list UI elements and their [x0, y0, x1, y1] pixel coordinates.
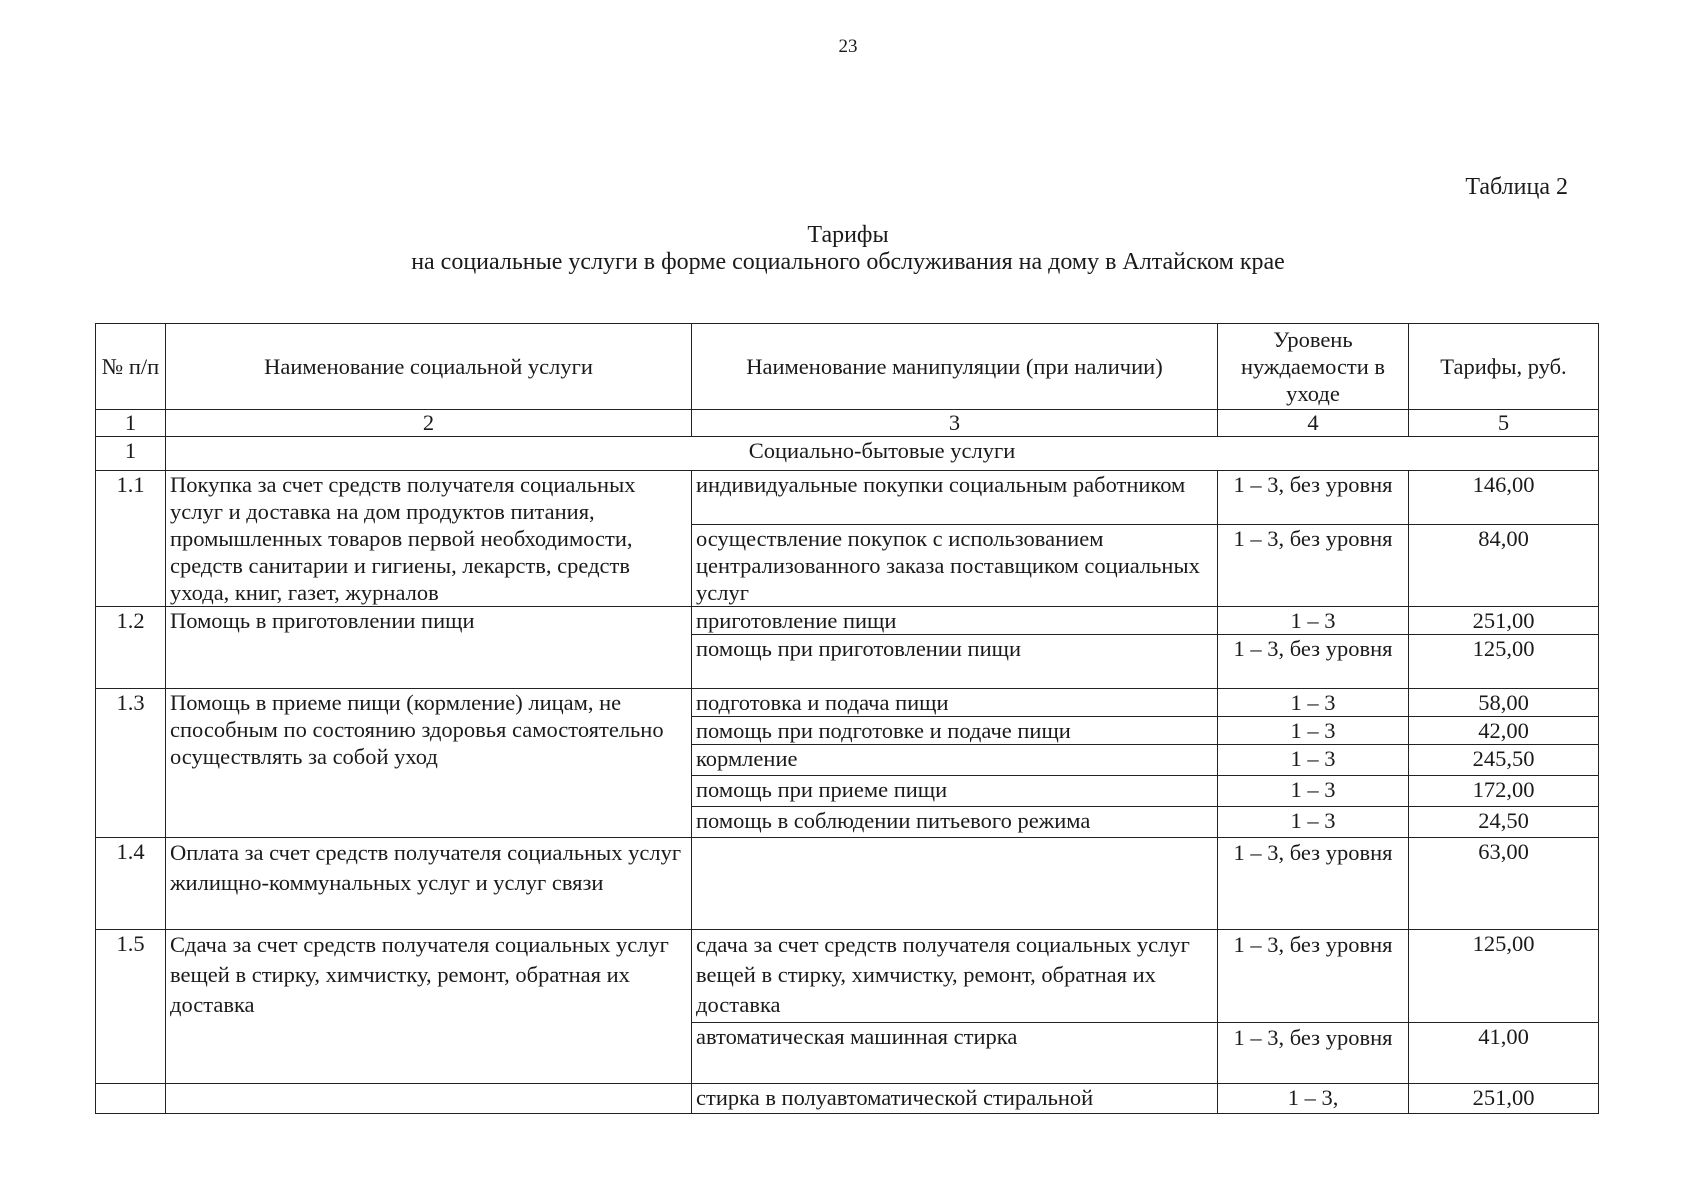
tariff-value: 125,00 [1409, 930, 1599, 1023]
manipulation-name [692, 838, 1218, 930]
manipulation-name: сдача за счет средств получателя социальных услуг вещей в стирку, химчистку, ремонт, обратная их доставка [692, 930, 1218, 1023]
table-row [96, 838, 1599, 930]
table-label: Таблица 2 [1465, 174, 1568, 200]
tariff-value: 245,50 [1409, 745, 1599, 776]
title-line-2: на социальные услуги в форме социального обслуживания на дому в Алтайском крае [411, 249, 1285, 275]
service-name: Сдача за счет средств получателя социальных услуг вещей в стирку, химчистку, ремонт, обратная их доставка [166, 930, 692, 1084]
manipulation-name: кормление [692, 745, 1218, 776]
row-num: 1.2 [96, 607, 166, 689]
section-title: Социально-бытовые услуги [166, 437, 1599, 471]
need-level: 1 – 3, без уровня [1218, 635, 1409, 689]
need-level: 1 – 3, без уровня [1218, 1023, 1409, 1084]
tariff-value: 172,00 [1409, 776, 1599, 807]
tariff-value: 125,00 [1409, 635, 1599, 689]
manipulation-name: подготовка и подача пищи [692, 689, 1218, 717]
manipulation-name: автоматическая машинная стирка [692, 1023, 1218, 1084]
service-name: Помощь в приеме пищи (кормление) лицам, не способным по состоянию здоровья самостоятельно осуществлять за собой уход [166, 689, 692, 838]
tariff-value: 84,00 [1409, 525, 1599, 607]
tariffs-table [95, 323, 1599, 1114]
tariff-value: 63,00 [1409, 838, 1599, 930]
tariff-value: 251,00 [1409, 1084, 1599, 1114]
title-line-1: Тарифы [807, 222, 889, 248]
need-level: 1 – 3, без уровня [1218, 930, 1409, 1023]
need-level: 1 – 3, без уровня [1218, 471, 1409, 525]
table-row [96, 930, 1599, 1023]
need-level: 1 – 3 [1218, 717, 1409, 745]
tariff-value: 146,00 [1409, 471, 1599, 525]
section-num: 1 [96, 437, 166, 471]
header-service: Наименование социальной услуги [166, 324, 692, 410]
header-row [96, 324, 1599, 410]
manipulation-name: помощь при подготовке и подаче пищи [692, 717, 1218, 745]
table-row [96, 1084, 1599, 1114]
manipulation-name: индивидуальные покупки социальным работником [692, 471, 1218, 525]
tariff-value: 41,00 [1409, 1023, 1599, 1084]
column-number: 5 [1409, 410, 1599, 437]
header-tariff: Тарифы, руб. [1409, 324, 1599, 410]
header-level: Уровень нуждаемости в уходе [1218, 324, 1409, 410]
row-num-empty [96, 1084, 166, 1114]
page-number: 23 [838, 36, 858, 57]
service-name: Помощь в приготовлении пищи [166, 607, 692, 689]
manipulation-name: стирка в полуавтоматической стиральной [692, 1084, 1218, 1114]
manipulation-name: приготовление пищи [692, 607, 1218, 635]
need-level: 1 – 3 [1218, 607, 1409, 635]
need-level: 1 – 3, без уровня [1218, 525, 1409, 607]
manipulation-name: осуществление покупок с использованием централизованного заказа поставщиком социальных услуг [692, 525, 1218, 607]
column-number: 3 [692, 410, 1218, 437]
need-level: 1 – 3, [1218, 1084, 1409, 1114]
service-name: Оплата за счет средств получателя социальных услуг жилищно-коммунальных услуг и услуг связи [166, 838, 692, 930]
row-num: 1.3 [96, 689, 166, 838]
header-num: № п/п [96, 324, 166, 410]
section-row [96, 437, 1599, 471]
tariff-value: 58,00 [1409, 689, 1599, 717]
table-title [0, 222, 1696, 276]
tariff-value: 251,00 [1409, 607, 1599, 635]
manipulation-name: помощь при приготовлении пищи [692, 635, 1218, 689]
manipulation-name: помощь в соблюдении питьевого режима [692, 807, 1218, 838]
service-name: Покупка за счет средств получателя социальных услуг и доставка на дом продуктов питания, промышленных товаров первой необходимости, средств санитарии и гигиены, лекарств, средств ухода, книг, газет, журналов [166, 471, 692, 607]
need-level: 1 – 3, без уровня [1218, 838, 1409, 930]
row-num: 1.4 [96, 838, 166, 930]
row-num: 1.1 [96, 471, 166, 607]
row-num: 1.5 [96, 930, 166, 1084]
manipulation-name: помощь при приеме пищи [692, 776, 1218, 807]
tariff-value: 42,00 [1409, 717, 1599, 745]
column-number: 4 [1218, 410, 1409, 437]
table-row [96, 689, 1599, 717]
service-name-empty [166, 1084, 692, 1114]
need-level: 1 – 3 [1218, 689, 1409, 717]
tariff-value: 24,50 [1409, 807, 1599, 838]
column-number: 2 [166, 410, 692, 437]
need-level: 1 – 3 [1218, 776, 1409, 807]
need-level: 1 – 3 [1218, 745, 1409, 776]
table-row [96, 607, 1599, 635]
header-manipulation: Наименование манипуляции (при наличии) [692, 324, 1218, 410]
table-row [96, 471, 1599, 525]
column-number-row [96, 410, 1599, 437]
column-number: 1 [96, 410, 166, 437]
need-level: 1 – 3 [1218, 807, 1409, 838]
